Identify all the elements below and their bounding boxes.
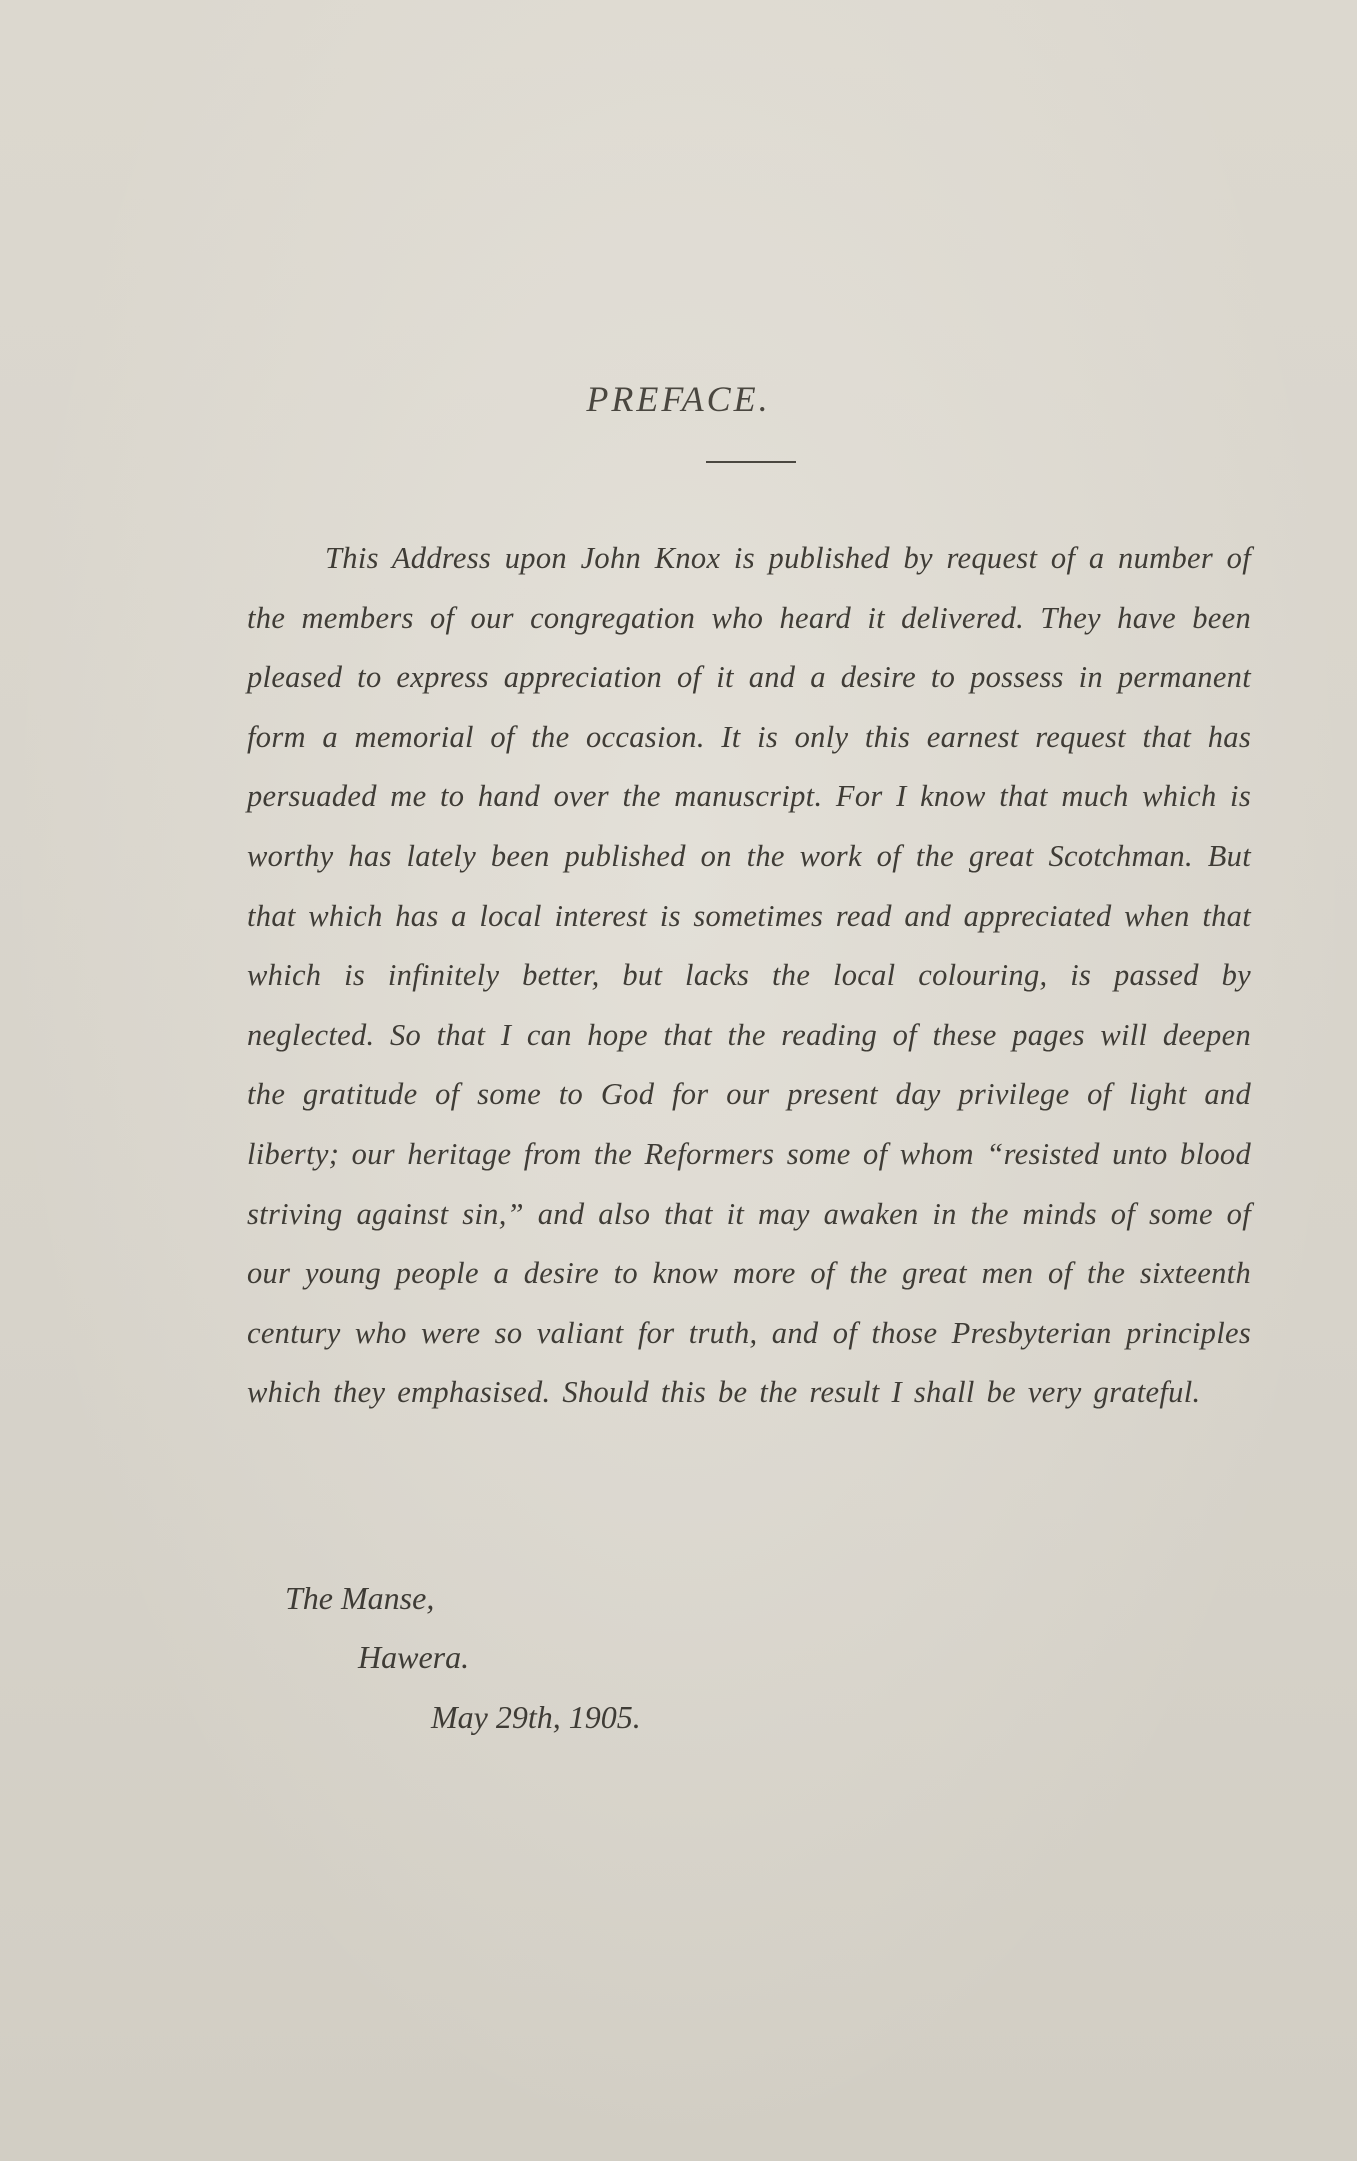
signature-town: Hawera. [358,1639,470,1675]
signature-place: The Manse, [285,1580,435,1616]
signature-date: May 29th, 1905. [431,1699,641,1735]
preface-paragraph: This Address upon John Knox is published by request of a number of the members of our congregation who heard it delivered. They have been pleased to express appreciation of it and a desire to possess in permanent form a memorial of the occasion. It is only this earnest request that has persuaded me to hand over the manuscript. For I know that much which is worthy has lately been published on the work of the great Scotchman. But that which has a local interest is sometimes read and appreciated when that which is infinitely better, but lacks the local colouring, is passed by neglected. So that I can hope that the reading of these pages will deepen the gratitude of some to God for our present day privilege of light and liberty; our heritage from the Reformers some of whom “resisted unto blood striving against sin,” and also that it may awaken in the minds of some of our young people a desire to know more of the great men of the sixteenth century who were so valiant for truth, and of those Presbyterian principles which they emphasised. Should this be the result I shall be very grateful. [247,541,1251,1410]
page-title: PREFACE. [586,379,771,419]
title-rule [706,461,796,463]
